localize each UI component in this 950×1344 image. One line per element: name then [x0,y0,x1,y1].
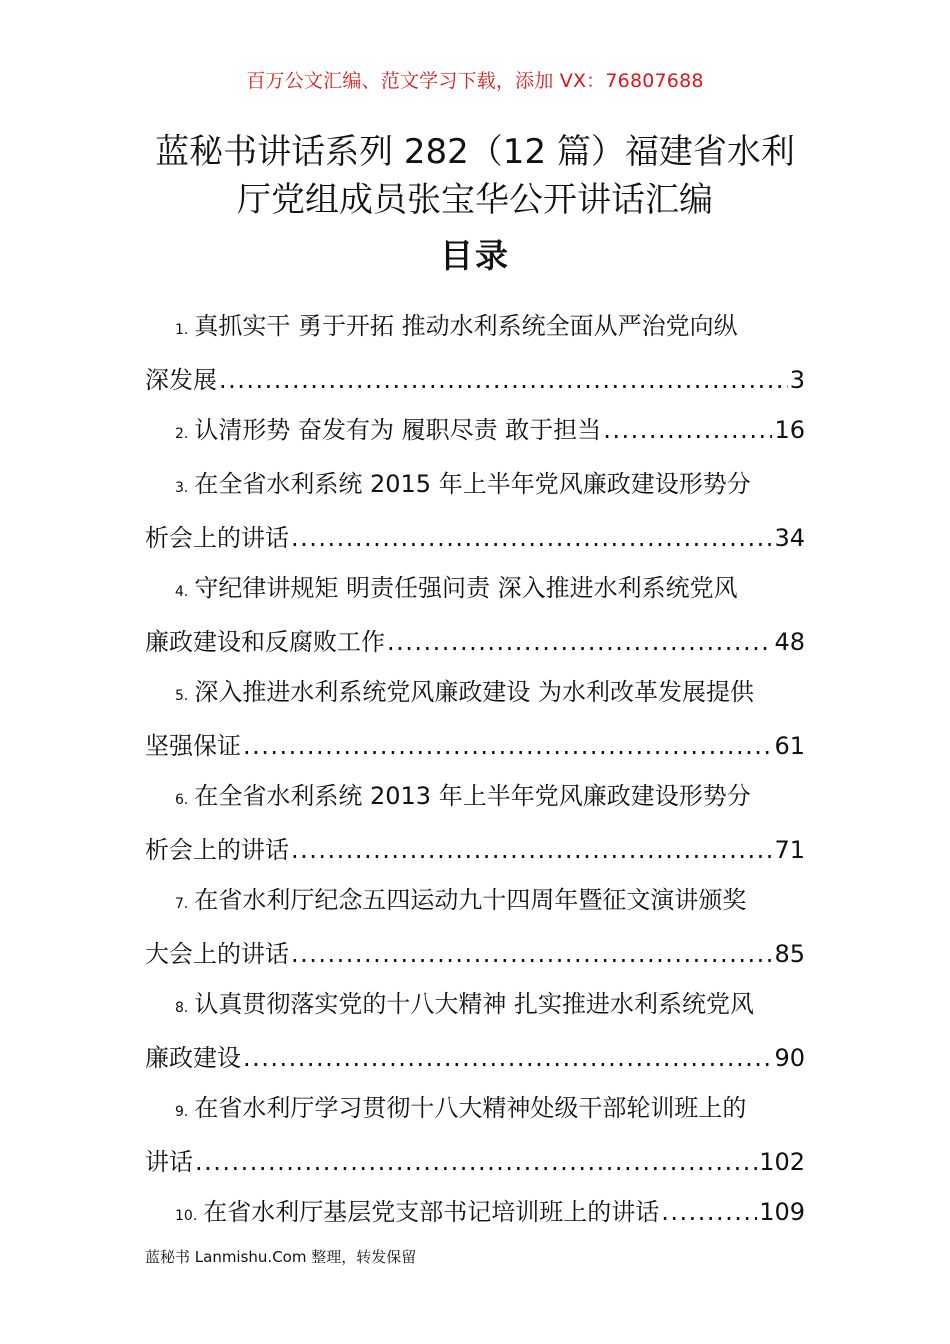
toc-entry-title: 真抓实干 勇于开拓 推动水利系统全面从严治党向纵 [194,312,738,340]
header-banner: 百万公文汇编、范文学习下载，添加 VX：76807688 [246,70,704,92]
toc-entry-number: 4. [175,584,189,600]
toc-entry-title: 认清形势 奋发有为 履职尽责 敢于担当 [194,416,602,444]
toc-entry-page: 102 [759,1148,805,1176]
dot-leader [291,513,772,563]
toc-entry[interactable] [145,875,805,979]
toc-entry-number: 5. [175,688,189,704]
toc-entry-page: 3 [789,366,805,394]
toc-entry-page: 61 [774,732,805,760]
table-of-contents [145,301,805,1241]
dot-leader [603,405,772,455]
toc-entry[interactable] [145,667,805,771]
dot-leader [291,929,772,979]
toc-entry-title-cont: 大会上的讲话 [145,940,289,968]
title-line-2: 厅党组成员张宝华公开讲话汇编 [237,180,713,220]
toc-entry-number: 7. [175,896,189,912]
toc-entry[interactable] [145,563,805,667]
toc-entry-title: 在省水利厅纪念五四运动九十四周年暨征文演讲颁奖 [194,886,747,914]
toc-entry-page: 34 [774,524,805,552]
toc-entry-page: 90 [774,1044,805,1072]
toc-entry-page: 109 [759,1198,805,1226]
toc-entry-number: 9. [175,1104,189,1120]
footer-note: 蓝秘书 Lanmishu.Com 整理，转发保留 [145,1248,417,1266]
toc-entry-title: 守纪律讲规矩 明责任强问责 深入推进水利系统党风 [194,574,738,602]
toc-entry[interactable] [145,771,805,875]
toc-entry-number: 1. [175,322,189,338]
toc-entry-title-cont: 廉政建设 [145,1044,241,1072]
toc-entry-number: 10. [175,1208,198,1224]
document-title [120,128,830,224]
toc-entry-number: 3. [175,480,189,496]
toc-entry-title: 在全省水利系统 2015 年上半年党风廉政建设形势分 [194,470,751,498]
dot-leader [291,825,772,875]
toc-entry-number: 2. [175,426,189,442]
toc-entry-title: 在省水利厅基层党支部书记培训班上的讲话 [203,1198,660,1226]
toc-entry[interactable] [145,405,805,459]
toc-entry-page: 16 [774,416,805,444]
dot-leader [661,1187,757,1237]
toc-entry-number: 8. [175,1000,189,1016]
dot-leader [195,1137,757,1187]
toc-entry-title: 在全省水利系统 2013 年上半年党风廉政建设形势分 [194,782,751,810]
dot-leader [243,1033,772,1083]
toc-entry-page: 85 [774,940,805,968]
dot-leader [387,617,772,667]
toc-entry-title-cont: 析会上的讲话 [145,836,289,864]
toc-entry-title: 认真贯彻落实党的十八大精神 扎实推进水利系统党风 [194,990,754,1018]
toc-entry[interactable] [145,459,805,563]
toc-entry-title-cont: 廉政建设和反腐败工作 [145,628,385,656]
title-line-1: 蓝秘书讲话系列 282（12 篇）福建省水利 [155,132,795,172]
toc-entry[interactable] [145,1083,805,1187]
dot-leader [243,721,772,771]
toc-entry-title-cont: 坚强保证 [145,732,241,760]
toc-entry-title-cont: 讲话 [145,1148,193,1176]
toc-entry-title: 深入推进水利系统党风廉政建设 为水利改革发展提供 [194,678,754,706]
toc-entry-title-cont: 析会上的讲话 [145,524,289,552]
toc-entry[interactable] [145,979,805,1083]
toc-heading: 目录 [440,236,510,275]
toc-entry-title: 在省水利厅学习贯彻十八大精神处级干部轮训班上的 [194,1094,747,1122]
toc-entry-title-cont: 深发展 [145,366,217,394]
toc-entry-page: 48 [774,628,805,656]
toc-entry[interactable] [145,1187,805,1241]
dot-leader [219,355,788,405]
toc-entry-number: 6. [175,792,189,808]
toc-entry-page: 71 [774,836,805,864]
toc-entry[interactable] [145,301,805,405]
